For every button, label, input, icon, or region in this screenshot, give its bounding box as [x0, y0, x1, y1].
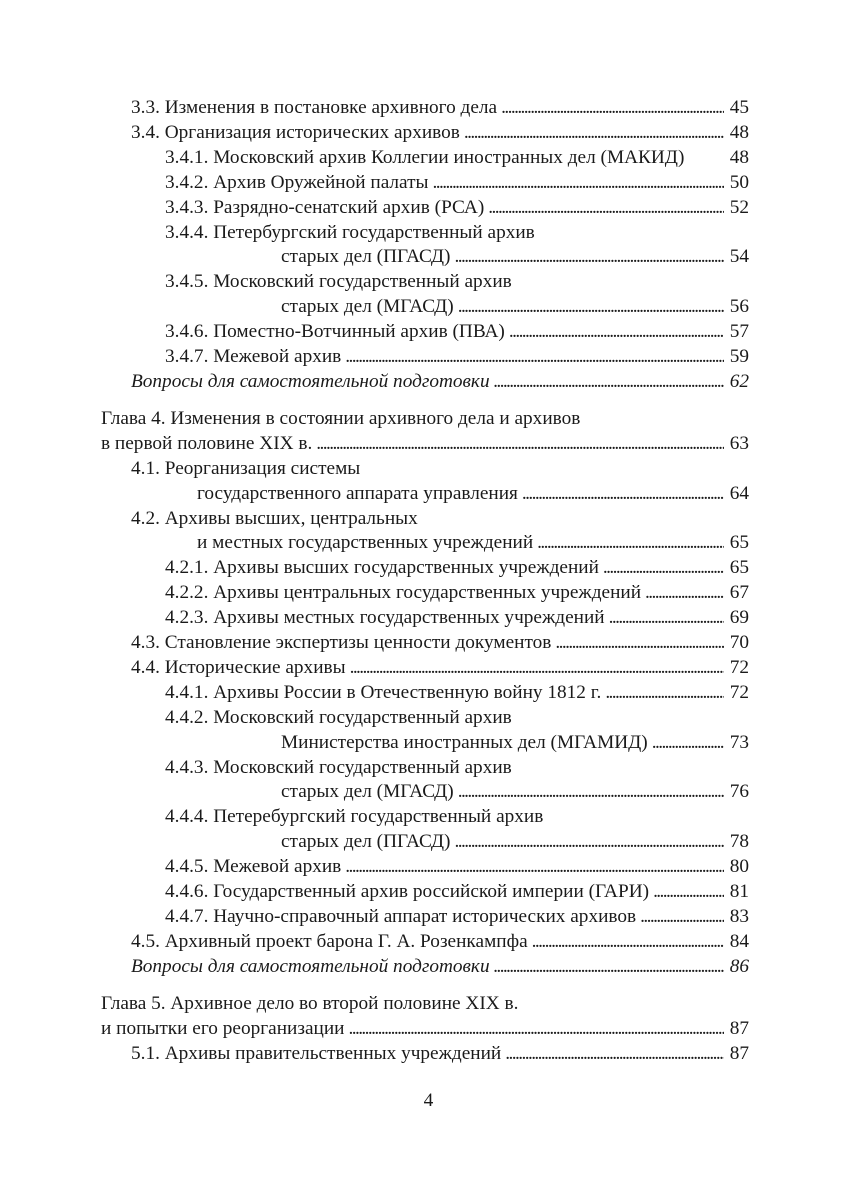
toc-entry-line	[165, 556, 749, 581]
toc-entry-title: старых дел (ПГАСД)	[281, 831, 451, 853]
toc-entry-title: Министерства иностранных дел (МГАМИД)	[281, 731, 648, 753]
toc-entry-line	[131, 531, 749, 556]
toc-entry-title: старых дел (ПГАСД)	[281, 246, 451, 268]
dot-leader	[348, 1017, 723, 1042]
toc-page-ref: 87	[729, 1017, 749, 1039]
toc-entry	[101, 121, 749, 146]
toc-entry-line	[165, 681, 749, 706]
toc-entry-title: 4.4.3. Московский государственный архив	[165, 756, 512, 778]
dot-leader	[501, 96, 724, 121]
toc-entry	[101, 581, 749, 606]
toc-entry-title: 4.5. Архивный проект барона Г. А. Розенкампфа	[131, 930, 528, 952]
toc-entry-line	[165, 146, 749, 171]
toc-entry-line	[165, 780, 749, 805]
dot-leader	[532, 930, 724, 955]
toc-entry-line	[165, 345, 749, 370]
toc-entry-line	[165, 606, 749, 631]
toc-entry-line	[165, 295, 749, 320]
dot-leader	[505, 1042, 723, 1067]
toc-page-ref: 67	[729, 582, 749, 604]
toc-entry	[101, 370, 749, 395]
toc-page-ref: 52	[729, 196, 749, 218]
toc-entry-title: в первой половине XIX в.	[101, 432, 313, 454]
page-number: 4	[423, 1090, 434, 1111]
toc-entry-line	[165, 880, 749, 905]
toc-entry	[101, 320, 749, 345]
dot-leader	[464, 121, 724, 146]
toc-entry	[101, 681, 749, 706]
dot-leader	[458, 780, 724, 805]
toc-entry	[101, 1042, 749, 1067]
toc-page-ref: 65	[729, 557, 749, 579]
toc-page-ref: 69	[729, 607, 749, 629]
toc-entry-title: 3.4.1. Московский архив Коллегии иностранных дел (МАКИД)	[165, 146, 685, 168]
toc-page-ref: 59	[729, 346, 749, 368]
dot-leader	[494, 955, 724, 980]
toc-page-ref: 50	[729, 171, 749, 193]
dot-leader	[454, 245, 723, 270]
toc-page-ref: 48	[729, 146, 749, 168]
dot-leader	[537, 531, 724, 556]
toc-page-ref: 80	[729, 856, 749, 878]
toc-entry-line	[101, 1017, 749, 1042]
toc-page-ref: 72	[729, 681, 749, 703]
toc-entry-title: 3.4.7. Межевой архив	[165, 346, 342, 368]
toc-page-ref: 56	[729, 296, 749, 318]
toc-entry-title: 4.4.4. Петеребургский государственный архив	[165, 806, 544, 828]
dot-leader	[640, 905, 724, 930]
toc-entry-title: 4.4.5. Межевой архив	[165, 856, 342, 878]
toc-entry-title: 4.3. Становление экспертизы ценности документов	[131, 632, 552, 654]
toc-entry-title: 3.4.6. Поместно-Вотчинный архив (ПВА)	[165, 321, 505, 343]
dot-leader	[653, 880, 724, 905]
toc-entry	[101, 556, 749, 581]
toc-entry-title: 4.4.1. Архивы России в Отечественную войну 1812 г.	[165, 681, 602, 703]
toc-entry-title: старых дел (МГАСД)	[281, 296, 454, 318]
table-of-contents	[101, 96, 749, 1066]
toc-entry	[101, 96, 749, 121]
toc-page-ref: 72	[729, 656, 749, 678]
toc-entry	[101, 880, 749, 905]
toc-entry-title: 4.4.6. Государственный архив российской империи (ГАРИ)	[165, 881, 650, 903]
toc-entry-title: 4.2.3. Архивы местных государственных учреждений	[165, 607, 605, 629]
dot-leader	[454, 830, 723, 855]
toc-entry-title: Вопросы для самостоятельной подготовки	[131, 370, 490, 392]
toc-entry-line	[131, 631, 749, 656]
toc-entry-title: и попытки его реорганизации	[101, 1017, 345, 1039]
toc-entry	[101, 407, 749, 457]
toc-page-ref: 57	[729, 321, 749, 343]
toc-entry	[101, 855, 749, 880]
dot-leader	[522, 482, 724, 507]
toc-entry-line	[165, 905, 749, 930]
dot-leader	[645, 581, 724, 606]
toc-entry-line	[165, 855, 749, 880]
toc-entry	[101, 457, 749, 507]
toc-entry-title: Вопросы для самостоятельной подготовки	[131, 955, 490, 977]
toc-entry-line	[131, 370, 749, 395]
toc-entry	[101, 805, 749, 855]
toc-entry	[101, 955, 749, 980]
toc-entry-line	[131, 930, 749, 955]
toc-entry-line	[131, 482, 749, 507]
toc-entry	[101, 606, 749, 631]
dot-leader	[488, 196, 723, 221]
toc-entry-title: 4.2.2. Архивы центральных государственных учреждений	[165, 582, 642, 604]
toc-page-ref: 48	[729, 121, 749, 143]
toc-entry	[101, 992, 749, 1042]
toc-entry-title: и местных государственных учреждений	[197, 532, 534, 554]
toc-page-ref: 84	[729, 930, 749, 952]
toc-entry	[101, 345, 749, 370]
toc-entry-title: 3.4.3. Разрядно-сенатский архив (РСА)	[165, 196, 485, 218]
toc-entry-title: 3.3. Изменения в постановке архивного дела	[131, 97, 498, 118]
toc-entry	[101, 905, 749, 930]
toc-entry-title: 5.1. Архивы правительственных учреждений	[131, 1042, 502, 1064]
toc-entry-title: 4.4.7. Научно-справочный аппарат исторических архивов	[165, 906, 637, 927]
toc-entry	[101, 756, 749, 806]
toc-entry	[101, 930, 749, 955]
toc-entry-line	[131, 656, 749, 681]
dot-leader	[350, 656, 724, 681]
toc-entry-title: 4.4.2. Московский государственный архив	[165, 706, 512, 728]
dot-leader	[494, 370, 724, 395]
toc-entry	[101, 221, 749, 271]
toc-page-ref: 87	[729, 1042, 749, 1064]
toc-page-ref: 81	[729, 881, 749, 903]
toc-entry-line	[165, 171, 749, 196]
toc-entry-title: 3.4. Организация исторических архивов	[131, 121, 460, 143]
toc-entry-title: 3.4.5. Московский государственный архив	[165, 271, 512, 293]
dot-leader	[605, 681, 723, 706]
toc-entry-line	[131, 955, 749, 980]
toc-page-ref: 78	[729, 831, 749, 853]
toc-page-ref: 45	[729, 97, 749, 118]
dot-leader	[652, 731, 724, 756]
toc-page-ref: 62	[729, 370, 749, 392]
toc-entry-line	[165, 320, 749, 345]
toc-entry	[101, 270, 749, 320]
dot-leader	[345, 855, 723, 880]
toc-entry	[101, 171, 749, 196]
toc-entry-title: 4.1. Реорганизация системы	[131, 457, 361, 479]
toc-page-ref: 54	[729, 246, 749, 268]
toc-page-ref: 83	[729, 906, 749, 927]
toc-entry	[101, 507, 749, 557]
toc-entry-title: старых дел (МГАСД)	[281, 781, 454, 803]
toc-entry-title: 4.4. Исторические архивы	[131, 656, 346, 678]
toc-entry-line	[131, 96, 749, 121]
dot-leader	[433, 171, 724, 196]
toc-entry-line	[165, 731, 749, 756]
toc-entry-line	[165, 830, 749, 855]
toc-page-ref: 65	[729, 532, 749, 554]
dot-leader	[316, 432, 723, 457]
toc-entry-line	[131, 121, 749, 146]
dot-leader	[603, 556, 724, 581]
toc-entry-line	[165, 581, 749, 606]
toc-entry-title: 4.2. Архивы высших, центральных	[131, 507, 418, 529]
toc-entry	[101, 706, 749, 756]
dot-leader	[555, 631, 723, 656]
toc-entry-line	[101, 432, 749, 457]
toc-entry-title: 3.4.2. Архив Оружейной палаты	[165, 171, 429, 193]
toc-entry-line	[165, 196, 749, 221]
toc-entry-title: Глава 4. Изменения в состоянии архивного дела и архивов	[101, 407, 581, 429]
dot-leader	[458, 295, 724, 320]
toc-page-ref: 86	[729, 955, 749, 977]
toc-entry-title: 4.2.1. Архивы высших государственных учреждений	[165, 557, 599, 579]
toc-entry-line	[165, 245, 749, 270]
toc-entry-title: государственного аппарата управления	[197, 482, 518, 504]
toc-entry	[101, 196, 749, 221]
toc-page-ref: 76	[729, 781, 749, 803]
toc-page-ref: 63	[729, 432, 749, 454]
toc-page-ref: 70	[729, 632, 749, 654]
toc-page-ref: 73	[729, 731, 749, 753]
toc-entry-line	[131, 1042, 749, 1067]
toc-entry-title: 3.4.4. Петербургский государственный архив	[165, 221, 535, 243]
toc-entry	[101, 631, 749, 656]
toc-entry	[101, 656, 749, 681]
dot-leader	[609, 606, 724, 631]
dot-leader	[509, 320, 724, 345]
toc-entry-title: Глава 5. Архивное дело во второй половине XIX в.	[101, 992, 519, 1014]
toc-entry	[101, 146, 749, 171]
dot-leader	[345, 345, 723, 370]
toc-page-ref: 64	[729, 482, 749, 504]
